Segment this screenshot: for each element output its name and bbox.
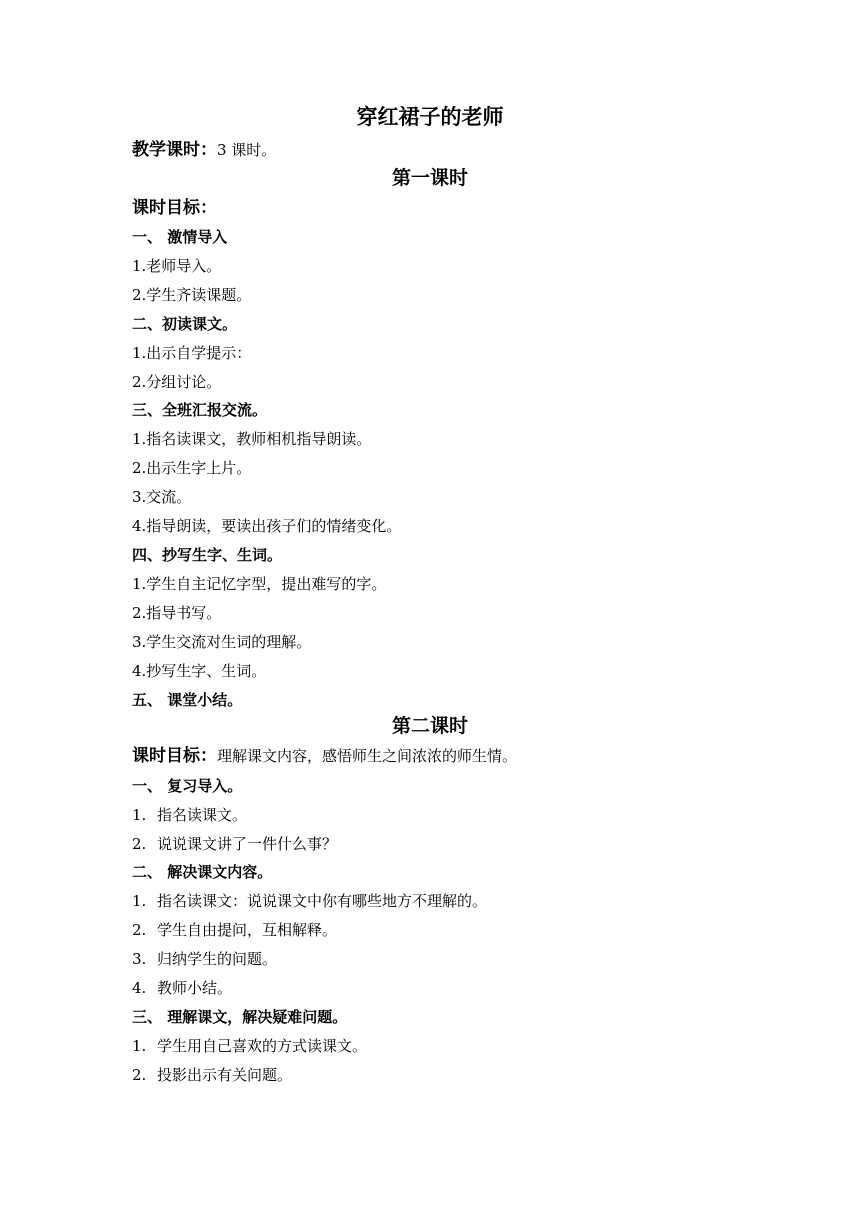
section-heading: 一、 激情导入 (132, 228, 228, 246)
list-item (132, 949, 277, 969)
lesson2-goal-text: 理解课文内容，感悟师生之间浓浓的师生情。 (217, 747, 518, 765)
teaching-hours-label: 教学课时： (132, 140, 217, 160)
list-item (132, 1036, 367, 1056)
item-number: 1. (132, 892, 147, 910)
item-text: 学生自由提问，互相解释。 (157, 921, 338, 939)
lesson2-heading: 第二课时 (391, 715, 468, 737)
list-item: 1.出示自学提示： (132, 344, 252, 362)
lesson2-goal-line (132, 745, 517, 767)
list-item: 3.交流。 (132, 488, 192, 506)
list-item (132, 978, 232, 998)
list-item (132, 805, 247, 825)
section-heading: 二、 解决课文内容。 (132, 863, 273, 881)
item-number: 2. (132, 835, 147, 853)
list-item: 4.指导朗读，要读出孩子们的情绪变化。 (132, 517, 402, 535)
list-item: 2.出示生字上片。 (132, 459, 252, 477)
list-item: 2.学生齐读课题。 (132, 286, 252, 304)
list-item (132, 920, 337, 940)
item-text: 教师小结。 (157, 979, 233, 997)
item-number: 3. (132, 950, 147, 968)
item-number: 1. (132, 1037, 147, 1055)
list-item: 2.指导书写。 (132, 604, 222, 622)
list-item (132, 834, 337, 854)
section-heading: 三、全班汇报交流。 (132, 401, 268, 419)
section-heading: 五、 课堂小结。 (132, 691, 243, 709)
teaching-hours-value: 3 课时。 (217, 141, 277, 159)
item-text: 指名读课文。 (157, 806, 248, 824)
list-item: 3.学生交流对生词的理解。 (132, 633, 312, 651)
item-text: 指名读课文：说说课文中你有哪些地方不理解的。 (157, 892, 488, 910)
section-heading: 一、 复习导入。 (132, 777, 243, 795)
lesson1-heading: 第一课时 (391, 167, 468, 189)
section-heading: 四、抄写生字、生词。 (132, 546, 283, 564)
item-text: 说说课文讲了一件什么事？ (157, 835, 338, 853)
teaching-hours-line (132, 139, 276, 161)
list-item: 1.指名读课文，教师相机指导朗读。 (132, 430, 372, 448)
section-heading: 三、 理解课文，解决疑难问题。 (132, 1008, 348, 1026)
item-text: 归纳学生的问题。 (157, 950, 278, 968)
item-number: 1. (132, 806, 147, 824)
list-item: 2.分组讨论。 (132, 373, 222, 391)
item-text: 投影出示有关问题。 (157, 1066, 293, 1084)
section-heading: 二、初读课文。 (132, 315, 238, 333)
lesson2-goal-label: 课时目标： (132, 746, 217, 766)
lesson1-goal-label: 课时目标： (132, 198, 217, 218)
list-item: 1.老师导入。 (132, 257, 222, 275)
item-number: 4. (132, 979, 147, 997)
item-text: 学生用自己喜欢的方式读课文。 (157, 1037, 368, 1055)
list-item: 1.学生自主记忆字型，提出难写的字。 (132, 575, 387, 593)
list-item (132, 891, 487, 911)
item-number: 2. (132, 921, 147, 939)
list-item: 4.抄写生字、生词。 (132, 662, 267, 680)
item-number: 2. (132, 1066, 147, 1084)
document-title: 穿红裙子的老师 (356, 105, 504, 129)
list-item (132, 1065, 292, 1085)
